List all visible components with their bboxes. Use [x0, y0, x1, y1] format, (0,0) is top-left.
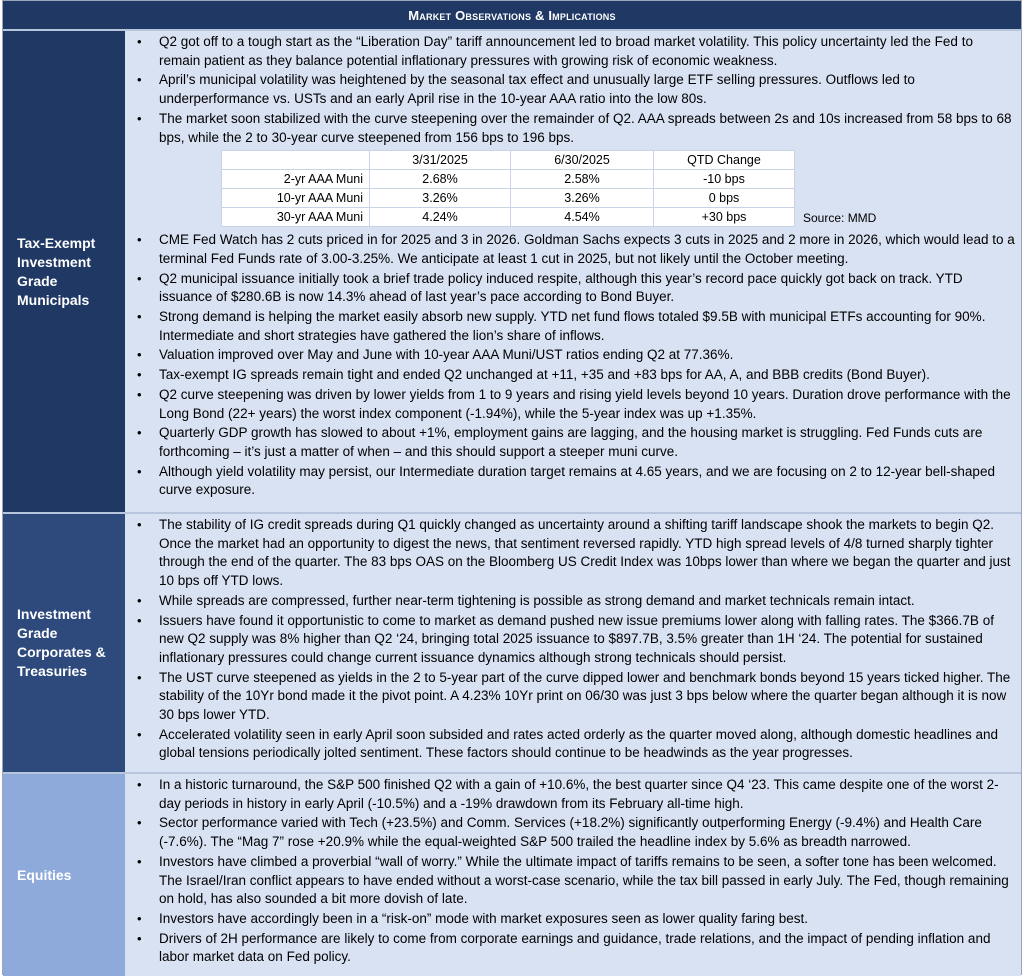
bullet-list	[129, 516, 1015, 763]
table-row	[222, 189, 795, 208]
list-item: • Investors have accordingly been in a “risk-on” mode with market exposures seen as lower quality faring best.	[129, 910, 1015, 929]
table-cell: 30-yr AAA Muni	[222, 208, 370, 227]
list-item: • Issuers have found it opportunistic to come to market as demand pushed new issue premiums lower along with falling rates. The $366.7B of new Q2 supply was 8% higher than Q2 ‘24, bringing total 2025 issuance to $897.7B, 3.5% greater than 1H ‘24. The potential for sustained inflationary pressures could change current issuance dynamics although strong technicals should persist.	[129, 612, 1015, 668]
table-cell: 10-yr AAA Muni	[222, 189, 370, 208]
list-item: • Accelerated volatility seen in early April soon subsided and rates acted orderly as the quarter moved along, although domestic headlines and global tensions periodically jolted sentiment. These factors should continue to be headwinds as the year progresses.	[129, 726, 1015, 763]
table-cell: 4.24%	[370, 208, 511, 227]
table-header-cell: QTD Change	[654, 151, 795, 170]
list-item: • Q2 municipal issuance initially took a brief trade policy induced respite, although this year’s record pace quickly got back on track. YTD issuance of $280.6B is now 14.3% ahead of last year’s pace according to Bond Buyer.	[129, 270, 1015, 307]
section-equities	[3, 774, 1021, 976]
yield-table-wrapper	[221, 150, 1015, 227]
market-observations-panel	[2, 0, 1022, 975]
section-ig-corporates	[3, 514, 1021, 774]
table-cell: -10 bps	[654, 170, 795, 189]
list-item: • Investors have climbed a proverbial “wall of worry.” While the ultimate impact of tariffs remains to be seen, a softer tone has been welcomed. The Israel/Iran conflict appears to have ended without a worst-case scenario, while the tax bill passed in early July. The Fed, though remaining on hold, has also sounded a bit more dovish of late.	[129, 853, 1015, 909]
table-cell: +30 bps	[654, 208, 795, 227]
bullet-list	[129, 33, 1015, 147]
list-item: • The market soon stabilized with the curve steepening over the remainder of Q2. AAA spreads between 2s and 10s increased from 58 bps to 68 bps, while the 2 to 30-year curve steepened from 156 bps to 196 bps.	[129, 110, 1015, 147]
table-cell: 2.58%	[511, 170, 654, 189]
table-cell: 3.26%	[511, 189, 654, 208]
list-item: • Sector performance varied with Tech (+23.5%) and Comm. Services (+18.2%) significantly outperforming Energy (-9.4%) and Health Care (-7.6%). The “Mag 7” rose +20.9% while the equal-weighted S&P 500 trailed the headline index by 5.6% as breadth narrowed.	[129, 814, 1015, 851]
muni-yield-table	[221, 150, 795, 227]
table-cell: 3.26%	[370, 189, 511, 208]
table-header-cell: 6/30/2025	[511, 151, 654, 170]
table-cell: 2.68%	[370, 170, 511, 189]
list-item: • The UST curve steepened as yields in the 2 to 5-year part of the curve dipped lower and benchmark bonds beyond 15 years ticked higher. The stability of the 10Yr bond made it the pivot point. A 4.23% 10Yr print on 06/30 was just 3 bps below where the quarter began although it is now 30 bps lower YTD.	[129, 669, 1015, 725]
section-tax-exempt	[3, 31, 1021, 514]
bullet-list	[129, 231, 1015, 500]
section-content-ig-corporates	[125, 514, 1021, 772]
list-item: • Strong demand is helping the market easily absorb new supply. YTD net fund flows totaled $9.5B with municipal ETFs accounting for 90%. Intermediate and short strategies have gathered the lion’s share of inflows.	[129, 308, 1015, 345]
list-item: • Q2 got off to a tough start as the “Liberation Day” tariff announcement led to broad market volatility. This policy uncertainty led the Fed to remain patient as they balance potential inflationary pressures with growing risk of economic weakness.	[129, 33, 1015, 70]
table-row	[222, 170, 795, 189]
list-item: • Tax-exempt IG spreads remain tight and ended Q2 unchanged at +11, +35 and +83 bps for AA, A, and BBB credits (Bond Buyer).	[129, 366, 1015, 385]
list-item: • Q2 curve steepening was driven by lower yields from 1 to 9 years and rising yield levels beyond 10 years. Duration drove performance with the Long Bond (22+ years) the worst index component (-1.94%), while the 5-year index was up +1.35%.	[129, 386, 1015, 423]
list-item: • Quarterly GDP growth has slowed to about +1%, employment gains are lagging, and the housing market is struggling. Fed Funds cuts are forthcoming – it’s just a matter of when – and this should support a steeper muni curve.	[129, 424, 1015, 461]
section-label-tax-exempt: Tax-Exempt Investment Grade Municipals	[3, 31, 125, 512]
list-item: • Valuation improved over May and June with 10-year AAA Muni/UST ratios ending Q2 at 77.36%.	[129, 346, 1015, 365]
section-content-equities	[125, 774, 1021, 976]
table-cell: 2-yr AAA Muni	[222, 170, 370, 189]
list-item: • While spreads are compressed, further near-term tightening is possible as strong demand and market technicals remain intact.	[129, 592, 1015, 611]
table-source-note: Source: MMD	[803, 211, 877, 226]
list-item: • The stability of IG credit spreads during Q1 quickly changed as uncertainty around a shifting tariff landscape shook the markets to begin Q2. Once the market had an opportunity to digest the news, that sentiment reversed rapidly. YTD high spread levels of 4/8 turned sharply tighter through the end of the quarter. The 83 bps OAS on the Bloomberg US Credit Index was 10bps lower than where we began the quarter and just 10 bps off YTD lows.	[129, 516, 1015, 591]
table-header-cell: 3/31/2025	[370, 151, 511, 170]
table-cell: 0 bps	[654, 189, 795, 208]
table-header-cell	[222, 151, 370, 170]
list-item: • CME Fed Watch has 2 cuts priced in for 2025 and 3 in 2026. Goldman Sachs expects 3 cuts in 2025 and 2 more in 2026, which would lead to a terminal Fed Funds rate of 3.00-3.25%. We anticipate at least 1 cut in 2025, but not likely until the October meeting.	[129, 231, 1015, 268]
table-header-row	[222, 151, 795, 170]
section-label-ig-corporates: Investment Grade Corporates & Treasuries	[3, 514, 125, 772]
bullet-list	[129, 776, 1015, 967]
section-content-tax-exempt	[125, 31, 1021, 512]
list-item: • April’s municipal volatility was heightened by the seasonal tax effect and unusually large ETF selling pressures. Outflows led to underperformance vs. USTs and an early April rise in the 10-year AAA ratio into the low 80s.	[129, 71, 1015, 108]
list-item: • Drivers of 2H performance are likely to come from corporate earnings and guidance, trade relations, and the impact of pending inflation and labor market data on Fed policy.	[129, 930, 1015, 967]
table-cell: 4.54%	[511, 208, 654, 227]
table-row	[222, 208, 795, 227]
list-item: • Although yield volatility may persist, our Intermediate duration target remains at 4.65 years, and we are focusing on 2 to 12-year bell-shaped curve exposure.	[129, 463, 1015, 500]
page-title: Market Observations & Implications	[3, 1, 1021, 31]
section-label-equities: Equities	[3, 774, 125, 976]
list-item: • In a historic turnaround, the S&P 500 finished Q2 with a gain of +10.6%, the best quarter since Q4 ‘23. This came despite one of the worst 2-day periods in history in early April (-10.5%) and a -19% drawdown from its February all-time high.	[129, 776, 1015, 813]
